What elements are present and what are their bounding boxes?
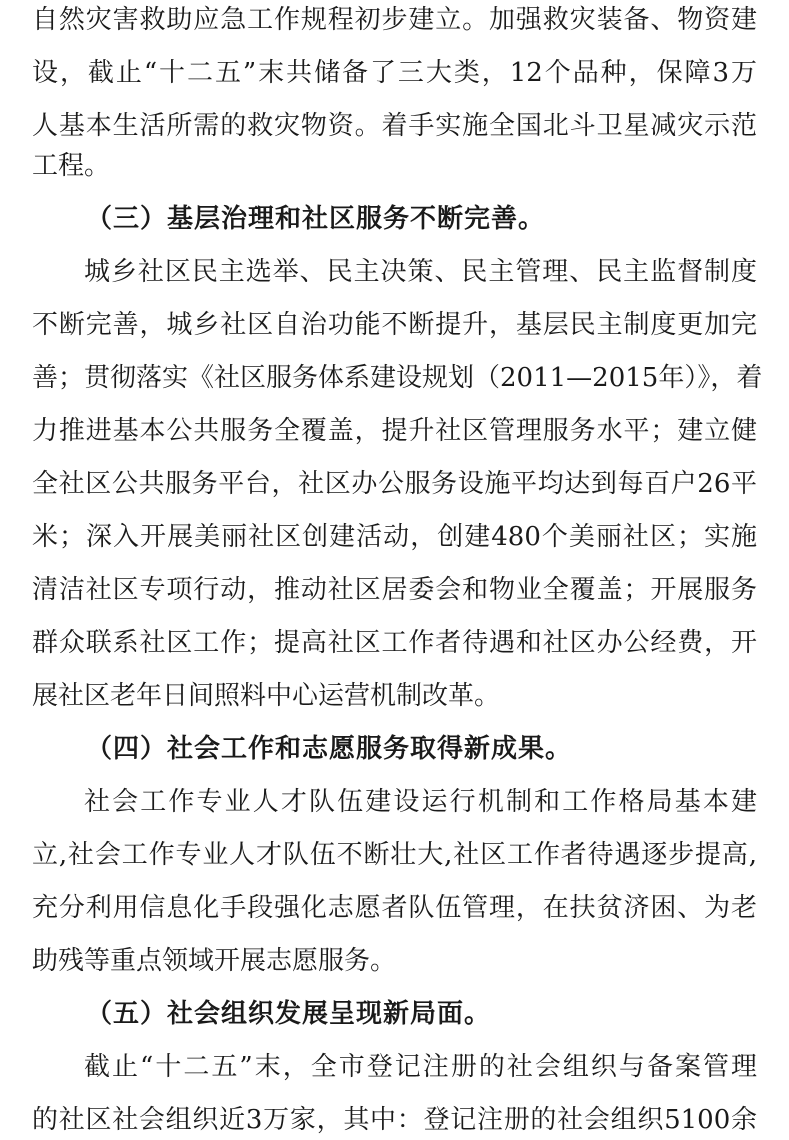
paragraph-line: 善；贯彻落实《社区服务体系建设规划（2011—2015年）》，着 xyxy=(32,363,763,393)
paragraph-line: 力推进基本公共服务全覆盖，提升社区管理服务水平；建立健 xyxy=(32,416,757,446)
paragraph-line: 社会工作专业人才队伍建设运行机制和工作格局基本建 xyxy=(84,787,757,817)
paragraph-line: 的社区社会组织近3万家，其中：登记注册的社会组织5100余 xyxy=(32,1105,757,1135)
paragraph-line: 人基本生活所需的救灾物资。着手实施全国北斗卫星减灾示范 xyxy=(32,111,757,141)
paragraph-line: 工程。 xyxy=(32,151,111,181)
paragraph-line: 截止“十二五”末，全市登记注册的社会组织与备案管理 xyxy=(84,1052,757,1082)
paragraph-line: 全社区公共服务平台，社区办公服务设施平均达到每百户26平 xyxy=(32,469,757,499)
section-heading-5: （五）社会组织发展呈现新局面。 xyxy=(86,999,492,1029)
section-heading-3: （三）基层治理和社区服务不断完善。 xyxy=(86,204,546,234)
paragraph-line: 城乡社区民主选举、民主决策、民主管理、民主监督制度 xyxy=(84,257,757,287)
paragraph-line: 设，截止“十二五”末共储备了三大类，12个品种，保障3万 xyxy=(32,58,757,88)
paragraph-line: 清洁社区专项行动，推动社区居委会和物业全覆盖；开展服务 xyxy=(32,575,757,605)
paragraph-line: 米；深入开展美丽社区创建活动，创建480个美丽社区；实施 xyxy=(32,522,757,552)
section-heading-4: （四）社会工作和志愿服务取得新成果。 xyxy=(86,734,573,764)
paragraph-line: 充分利用信息化手段强化志愿者队伍管理，在扶贫济困、为老 xyxy=(32,893,757,923)
paragraph-line: 群众联系社区工作；提高社区工作者待遇和社区办公经费，开 xyxy=(32,628,757,658)
paragraph-line: 立,社会工作专业人才队伍不断壮大,社区工作者待遇逐步提高, xyxy=(32,840,757,870)
paragraph-line: 展社区老年日间照料中心运营机制改革。 xyxy=(32,681,501,711)
paragraph-line: 不断完善，城乡社区自治功能不断提升，基层民主制度更加完 xyxy=(32,310,757,340)
paragraph-line: 助残等重点领域开展志愿服务。 xyxy=(32,946,397,976)
paragraph-line: 自然灾害救助应急工作规程初步建立。加强救灾装备、物资建 xyxy=(32,5,757,35)
